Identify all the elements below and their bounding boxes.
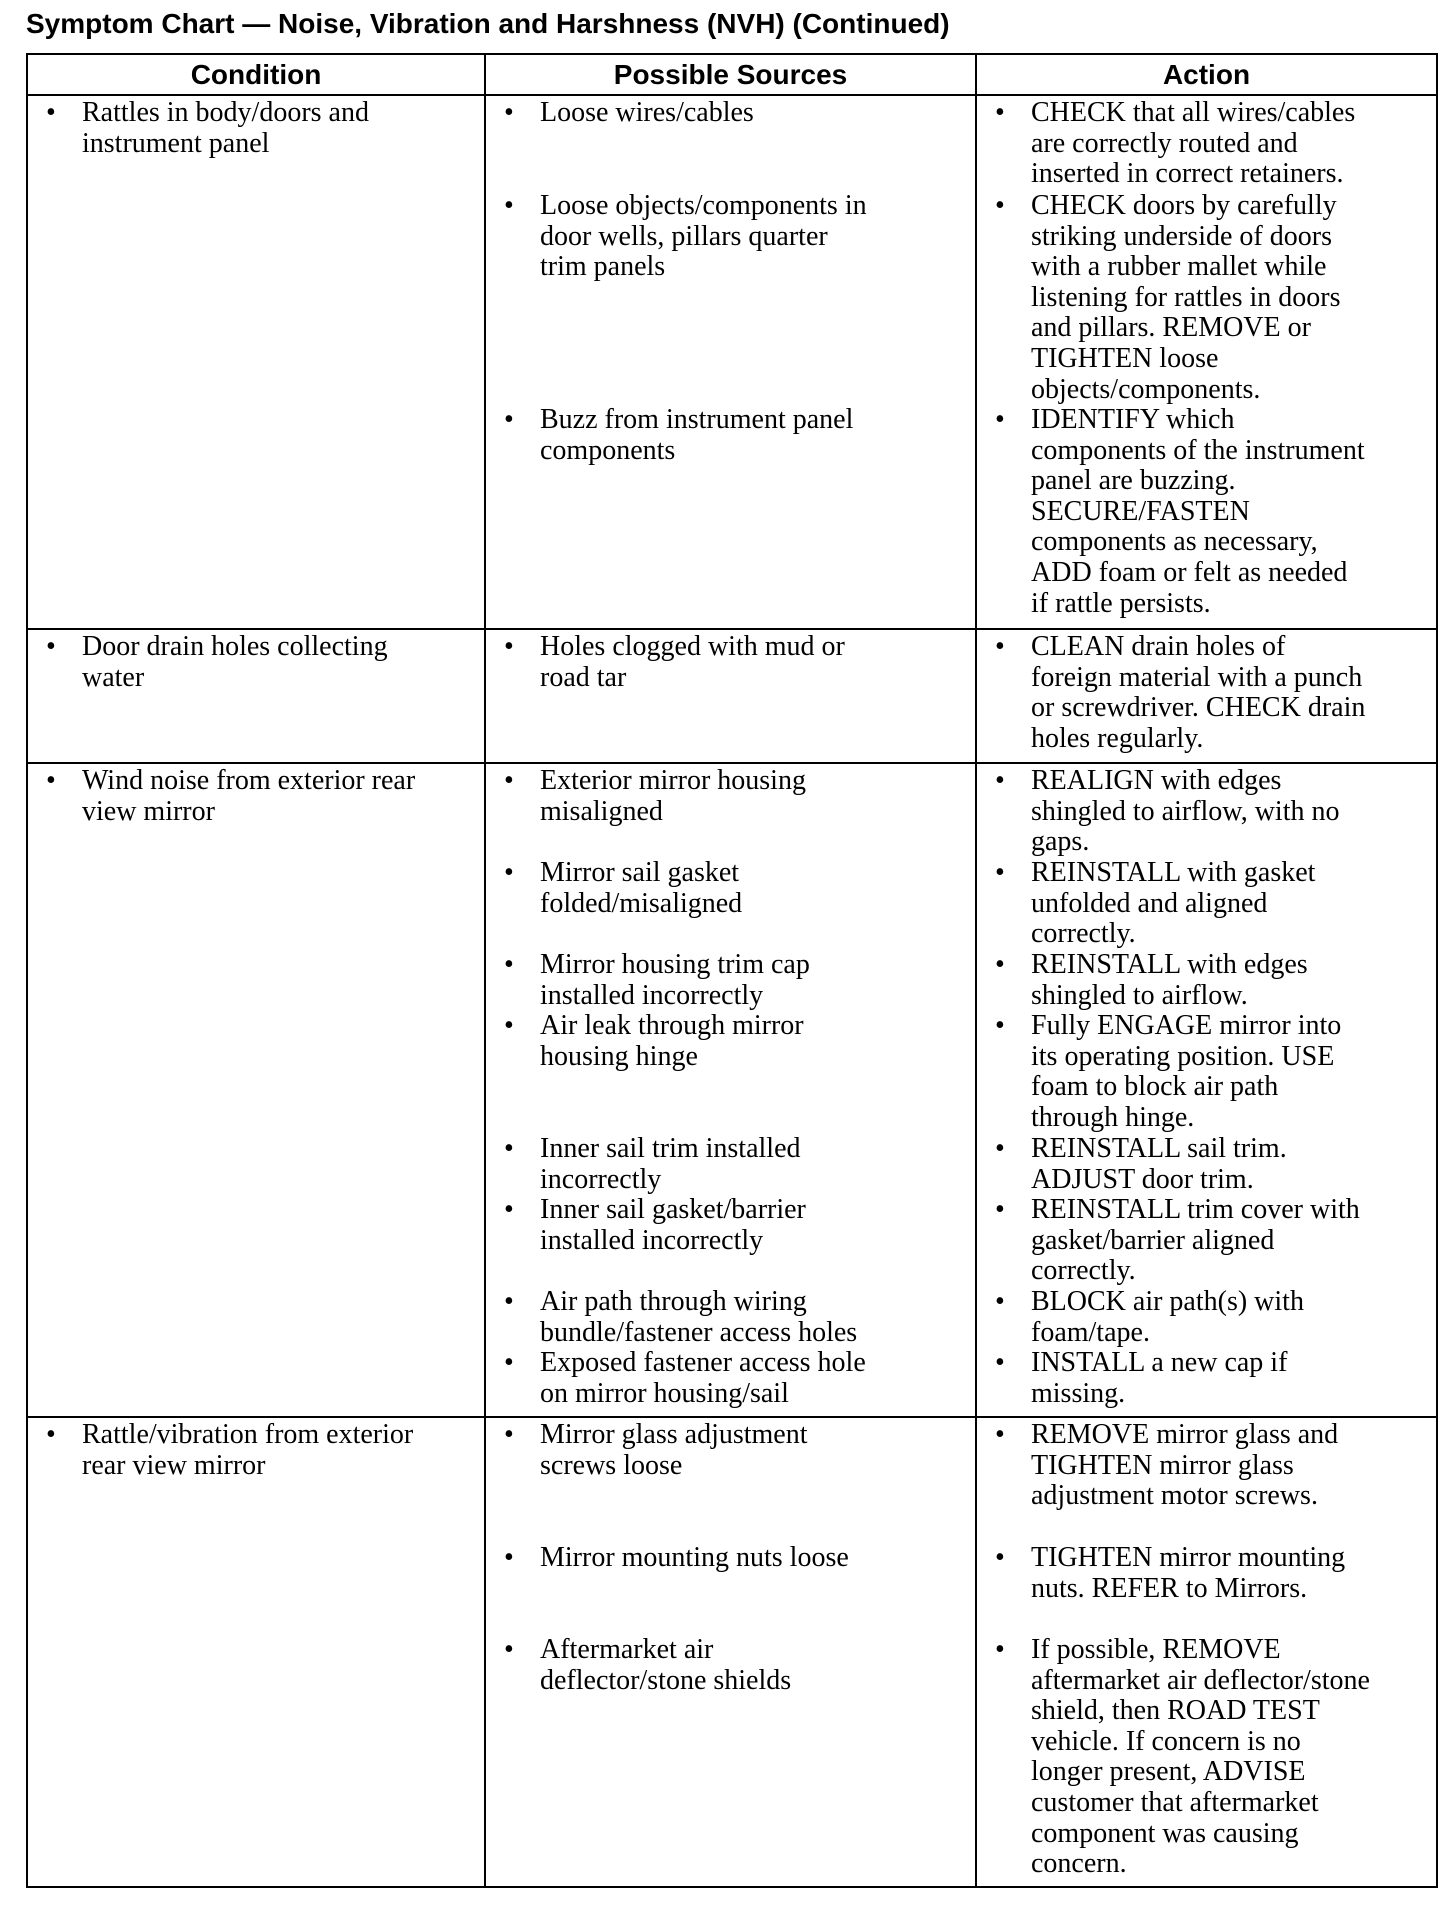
list-item (989, 1011, 1424, 1133)
list-item (989, 405, 1424, 619)
table-header-row (27, 54, 1437, 95)
condition-cell (27, 95, 485, 629)
bullet-icon: • (46, 765, 56, 796)
item-text: CHECK doors by carefully striking underside of doors with a rubber mallet while listening for rattles in doors and pillars. REMOVE or TIGHTEN loose objects/components. (1031, 190, 1341, 405)
item-text: REALIGN with edges shingled to airflow, with no gaps. (1031, 765, 1340, 858)
bullet-icon: • (995, 1419, 1005, 1450)
item-text: Mirror sail gasket folded/misaligned (540, 857, 743, 919)
bullet-icon: • (995, 949, 1005, 980)
bullet-icon: • (504, 765, 514, 796)
sources-cell (485, 629, 976, 763)
bullet-icon: • (995, 765, 1005, 796)
item-text: Holes clogged with mud or road tar (540, 631, 845, 693)
sources-cell (485, 1417, 976, 1887)
bullet-icon: • (995, 857, 1005, 888)
list-item (989, 1543, 1424, 1604)
list-item (40, 632, 472, 693)
item-text: Wind noise from exterior rear view mirror (82, 765, 416, 827)
item-text: Air leak through mirror housing hinge (540, 1010, 804, 1072)
bullet-icon: • (504, 631, 514, 662)
item-text: If possible, REMOVE aftermarket air deflector/stone shield, then ROAD TEST vehicle. If concern is no longer present, ADVISE customer that aftermarket component was causing concern. (1031, 1634, 1370, 1880)
item-text: REMOVE mirror glass and TIGHTEN mirror glass adjustment motor screws. (1031, 1419, 1339, 1512)
item-text: Mirror housing trim cap installed incorrectly (540, 949, 810, 1011)
item-text: Buzz from instrument panel components (540, 404, 854, 466)
list-item (498, 191, 963, 283)
item-text: REINSTALL trim cover with gasket/barrier aligned correctly. (1031, 1194, 1360, 1287)
bullet-icon: • (504, 1542, 514, 1573)
list-item (498, 950, 963, 1011)
list-item (498, 766, 963, 827)
item-text: INSTALL a new cap if missing. (1031, 1347, 1288, 1409)
item-text: BLOCK air path(s) with foam/tape. (1031, 1286, 1304, 1348)
column-header-sources: Possible Sources (485, 54, 976, 95)
list-item (989, 98, 1424, 190)
bullet-icon: • (995, 1347, 1005, 1378)
list-item (498, 1348, 963, 1409)
list-item (40, 766, 472, 827)
condition-cell (27, 629, 485, 763)
list-item (40, 98, 472, 159)
bullet-icon: • (504, 1010, 514, 1041)
list-item (498, 98, 963, 129)
item-text: Loose wires/cables (540, 97, 754, 128)
column-header-action: Action (976, 54, 1437, 95)
list-item (498, 632, 963, 693)
bullet-icon: • (504, 1419, 514, 1450)
table-row (27, 629, 1437, 763)
item-text: TIGHTEN mirror mounting nuts. REFER to Mirrors. (1031, 1542, 1346, 1604)
item-text: Exterior mirror housing misaligned (540, 765, 806, 827)
list-item (989, 1635, 1424, 1880)
list-item (40, 1420, 472, 1481)
list-item (498, 1011, 963, 1072)
list-item (989, 1348, 1424, 1409)
table-row (27, 95, 1437, 629)
bullet-icon: • (995, 190, 1005, 221)
list-item (498, 1195, 963, 1256)
list-item (989, 950, 1424, 1011)
item-text: REINSTALL sail trim. ADJUST door trim. (1031, 1133, 1287, 1195)
bullet-icon: • (504, 1286, 514, 1317)
bullet-icon: • (504, 1133, 514, 1164)
item-text: Inner sail gasket/barrier installed incorrectly (540, 1194, 806, 1256)
list-item (989, 1420, 1424, 1512)
bullet-icon: • (995, 631, 1005, 662)
list-item (989, 1195, 1424, 1287)
bullet-icon: • (995, 1542, 1005, 1573)
list-item (989, 766, 1424, 858)
item-text: Aftermarket air deflector/stone shields (540, 1634, 792, 1696)
item-text: Exposed fastener access hole on mirror housing/sail (540, 1347, 866, 1409)
action-cell (976, 763, 1437, 1417)
item-text: REINSTALL with gasket unfolded and aligned correctly. (1031, 857, 1316, 950)
item-text: Rattle/vibration from exterior rear view mirror (82, 1419, 414, 1481)
bullet-icon: • (995, 1286, 1005, 1317)
bullet-icon: • (504, 1347, 514, 1378)
bullet-icon: • (504, 1194, 514, 1225)
list-item (989, 191, 1424, 405)
bullet-icon: • (504, 190, 514, 221)
list-item (498, 405, 963, 466)
bullet-icon: • (46, 631, 56, 662)
bullet-icon: • (504, 404, 514, 435)
bullet-icon: • (504, 97, 514, 128)
bullet-icon: • (504, 857, 514, 888)
list-item (989, 632, 1424, 754)
item-text: IDENTIFY which components of the instrument panel are buzzing. SECURE/FASTEN components as necessary, ADD foam or felt as needed if rattle persists. (1031, 404, 1365, 619)
bullet-icon: • (995, 97, 1005, 128)
item-text: Loose objects/components in door wells, pillars quarter trim panels (540, 190, 867, 283)
list-item (498, 1635, 963, 1696)
condition-cell (27, 763, 485, 1417)
action-cell (976, 629, 1437, 763)
bullet-icon: • (46, 1419, 56, 1450)
list-item (989, 1134, 1424, 1195)
bullet-icon: • (46, 97, 56, 128)
bullet-icon: • (995, 1010, 1005, 1041)
list-item (989, 858, 1424, 950)
bullet-icon: • (504, 949, 514, 980)
action-cell (976, 95, 1437, 629)
page-title: Symptom Chart — Noise, Vibration and Harshness (NVH) (Continued) (26, 8, 950, 39)
item-text: Fully ENGAGE mirror into its operating position. USE foam to block air path through hinge. (1031, 1010, 1342, 1133)
bullet-icon: • (995, 1133, 1005, 1164)
condition-cell (27, 1417, 485, 1887)
item-text: CLEAN drain holes of foreign material with a punch or screwdriver. CHECK drain holes regularly. (1031, 631, 1366, 754)
symptom-table (26, 53, 1438, 1888)
table-row (27, 1417, 1437, 1887)
item-text: Mirror glass adjustment screws loose (540, 1419, 808, 1481)
item-text: Inner sail trim installed incorrectly (540, 1133, 801, 1195)
item-text: CHECK that all wires/cables are correctly routed and inserted in correct retainers. (1031, 97, 1356, 190)
list-item (498, 1134, 963, 1195)
list-item (498, 1420, 963, 1481)
bullet-icon: • (995, 1194, 1005, 1225)
list-item (498, 1287, 963, 1348)
list-item (498, 858, 963, 919)
item-text: Rattles in body/doors and instrument panel (82, 97, 369, 159)
sources-cell (485, 763, 976, 1417)
list-item (498, 1543, 963, 1574)
item-text: REINSTALL with edges shingled to airflow. (1031, 949, 1308, 1011)
bullet-icon: • (995, 1634, 1005, 1665)
sources-cell (485, 95, 976, 629)
bullet-icon: • (995, 404, 1005, 435)
item-text: Door drain holes collecting water (82, 631, 388, 693)
list-item (989, 1287, 1424, 1348)
item-text: Mirror mounting nuts loose (540, 1542, 849, 1573)
bullet-icon: • (504, 1634, 514, 1665)
column-header-condition: Condition (27, 54, 485, 95)
table-row (27, 763, 1437, 1417)
action-cell (976, 1417, 1437, 1887)
item-text: Air path through wiring bundle/fastener access holes (540, 1286, 858, 1348)
